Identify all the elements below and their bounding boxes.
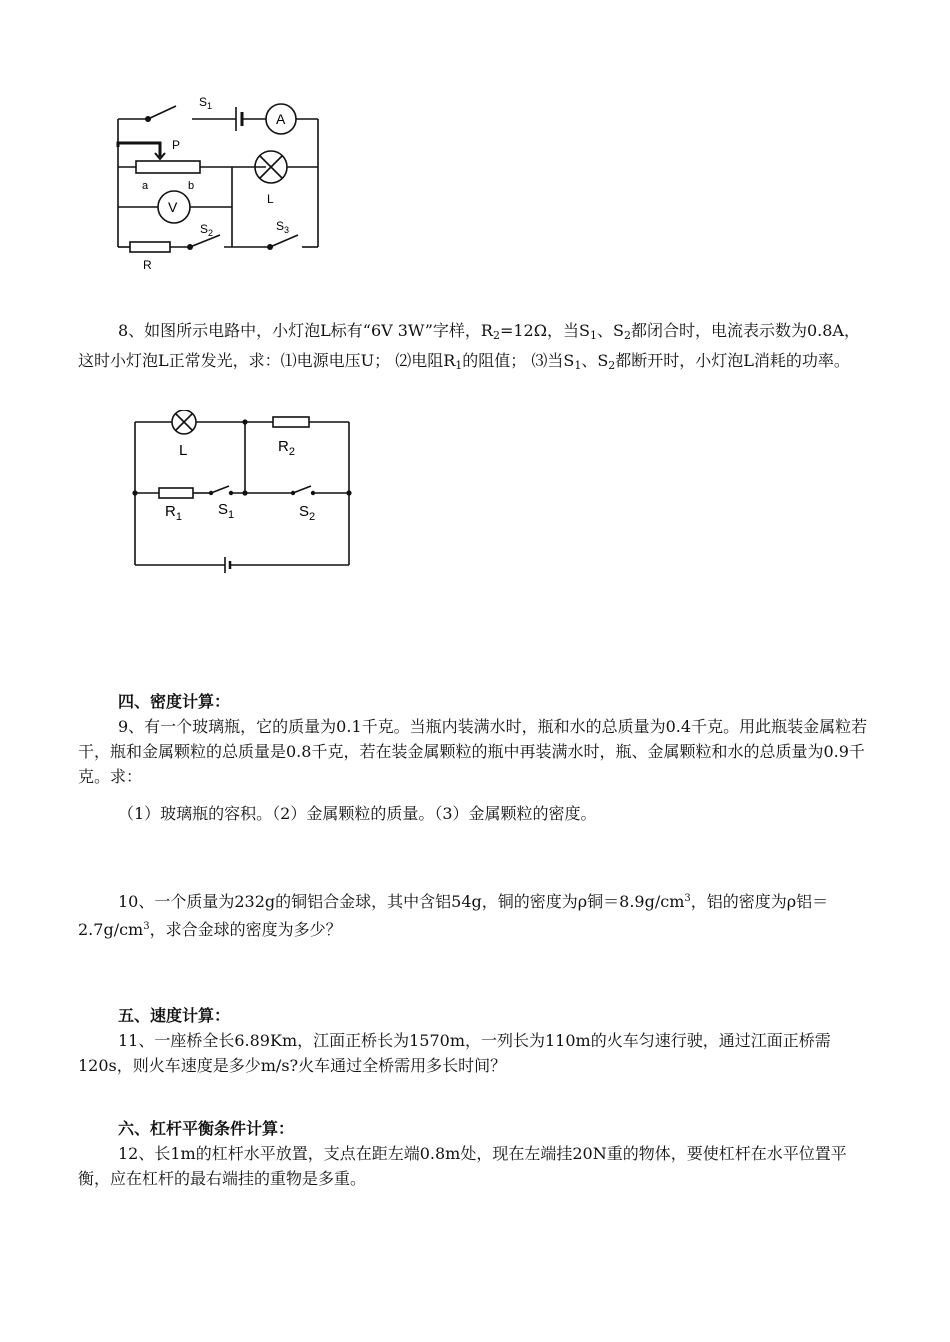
fig2-lamp-label: L: [179, 442, 188, 459]
question-9: 9、有一个玻璃瓶，它的质量为0.1千克。当瓶内装满水时，瓶和水的总质量为0.4千克。用此瓶装金属粒若干，瓶和金属颗粒的总质量是0.8千克，若在装金属颗粒的瓶中再装满水时，瓶、金属颗粒和水的总质量为0.9千克。求：: [78, 717, 868, 786]
ammeter-symbol: A: [276, 111, 286, 127]
circuit-diagram-2: [125, 410, 360, 580]
fig1-b-label: b: [188, 180, 195, 192]
fig1-s2-label: $S_2$: [200, 222, 214, 238]
question-8: 8、如图所示电路中，小灯泡L标有“6V 3W”字样，$R_2=12\Omega$，当$S_1$、$S_2$都闭合时，电流表示数为0.8A，这时小灯泡L正常发光，求：⑴电源电压U； ⑵电阻$R_1$的阻值； ⑶当$S_1$、$S_2$都断开时，小灯泡L消耗的功率。: [78, 321, 860, 372]
question-10: 10、一个质量为232g的铜铝合金球，其中含铝54g，铜的密度为ρ铜$=8.9g/cm^3$，铝的密度为ρ铝$=2.7g/cm^3$，求合金球的密度为多少？: [78, 892, 829, 939]
question-9-subparts: （1）玻璃瓶的容积。（2）金属颗粒的质量。（3）金属颗粒的密度。: [118, 804, 597, 823]
fig1-r-label: R: [143, 258, 152, 272]
fig1-p-label: P: [172, 138, 181, 152]
fig2-s2-label: $S_2$: [299, 503, 316, 523]
fig2-s1-label: $S_1$: [218, 501, 235, 521]
section-4-heading: 四、密度计算：: [118, 692, 231, 711]
fig1-s1-label: $S_1$: [199, 95, 213, 111]
circuit-diagram-1: [100, 85, 340, 275]
section-5-heading: 五、速度计算：: [118, 1006, 231, 1025]
fig1-lamp-label: L: [267, 192, 274, 206]
question-12: 12、长1m的杠杆水平放置，支点在距左端0.8m处，现在左端挂20N重的物体，要使杠杆在水平位置平衡，应在杠杆的最右端挂的重物是多重。: [78, 1144, 847, 1188]
fig1-s3-label: $S_3$: [276, 219, 290, 235]
section-6-heading: 六、杠杆平衡条件计算：: [118, 1119, 295, 1138]
fig2-r2-label: $R_2$: [278, 438, 295, 458]
question-11: 11、一座桥全长6.89Km，江面正桥长为1570m，一列长为110m的火车匀速行驶，通过江面正桥需120s，则火车速度是多少m/s?火车通过全桥需用多长时间？: [78, 1031, 831, 1075]
voltmeter-symbol: V: [168, 199, 178, 215]
fig1-a-label: a: [142, 180, 149, 192]
fig2-r1-label: $R_1$: [165, 503, 182, 523]
